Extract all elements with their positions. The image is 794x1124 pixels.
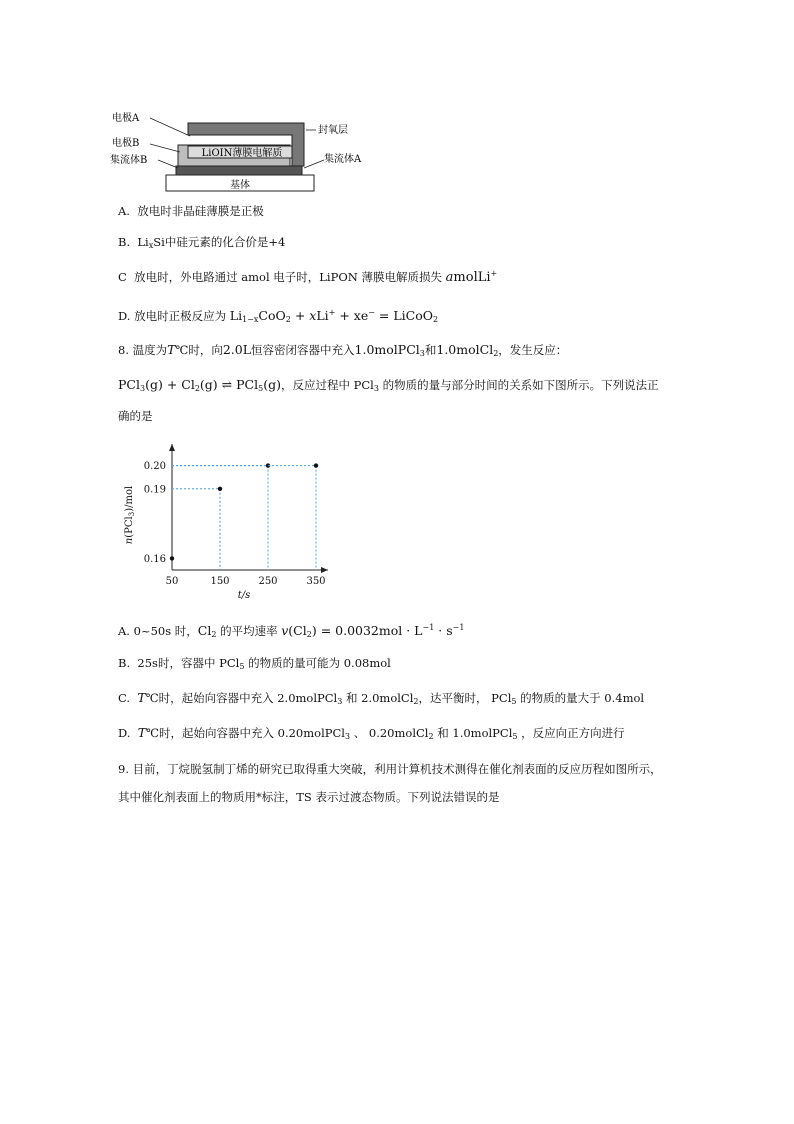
y-tick-label: 0.16: [143, 553, 166, 565]
x-tick-label: 250: [258, 576, 278, 587]
x-axis-label: t/s: [237, 590, 251, 601]
pcl3-time-chart: [118, 436, 340, 606]
x-tick-label: 50: [165, 576, 179, 587]
y-tick-label: 0.19: [143, 484, 166, 496]
x-tick-label: 350: [306, 576, 326, 587]
substrate-label: 基体: [230, 180, 250, 191]
q8-option-b: B. 25s时，容器中 PCl$_5$ 的物质的量可能为 0.08mol: [118, 656, 391, 671]
data-point: [218, 487, 222, 491]
q7-option-d: D. 放电时正极反应为 $Li_{1-x}CoO_2 + xLi^+ + xe^-$ = LiCoO$_2$: [118, 308, 439, 324]
battery-structure-diagram: [110, 108, 370, 198]
q7-option-b: B. $Li_xSi$中硅元素的化合价是+4: [118, 235, 286, 250]
y-axis-arrow: [169, 444, 175, 451]
q8-option-d: D. T℃时，起始向容器中充入 0.20molPCl$_3$ 、 0.20molCl$_2$ 和 1.0molPCl$_5$ ，反应向正方向进行: [118, 725, 625, 741]
x-tick-label: 150: [210, 576, 230, 587]
electrode-a-label: 电极A: [112, 113, 140, 124]
q7-option-c: C 放电时，外电路通过 amol 电子时，LiPON 薄膜电解质损失 amolLi+: [118, 269, 498, 285]
q8-stem-line1: 8. 温度为T℃时，向2.0L恒容密闭容器中充入1.0molPCl$_3$和1.0molCl$_2$，发生反应：: [118, 342, 568, 358]
y-tick-label: 0.20: [143, 461, 166, 473]
q8-option-a: A. 0~50s 时，$Cl_2$ 的平均速率 $v(Cl_2) = 0.0032mol \cdot L^{-1} \cdot s^{-1}$: [118, 623, 465, 639]
y-axis-label: n(PCl$_3$)/mol: [124, 485, 136, 545]
collector-a-label: 集流体A: [324, 154, 362, 165]
q8-option-c: C. T℃时，起始向容器中充入 2.0molPCl$_3$ 和 2.0molCl$_2$，达平衡时， PCl$_5$ 的物质的量大于 0.4mol: [118, 690, 645, 706]
q8-equation-line: $PCl_3(g) + Cl_2(g)$ ⇌ PCl$_5$(g)，反应过程中 PCl$_3$ 的物质的量与部分时间的关系如下图所示。下列说法正: [118, 377, 659, 393]
q9-stem-line1: 9. 目前，丁烷脱氢制丁烯的研究已取得重大突破，利用计算机技术测得在催化剂表面的反应历程如图所示，: [118, 762, 662, 776]
data-point: [314, 463, 318, 467]
data-point: [170, 556, 174, 560]
q8-stem-line3: 确的是: [118, 409, 153, 423]
collector-b-label: 集流体B: [110, 155, 148, 166]
electrolyte-label: LiOIN薄膜电解质: [201, 148, 283, 159]
electrode-b-label: 电极B: [112, 138, 140, 149]
q9-stem-line2: 其中催化剂表面上的物质用*标注，TS 表示过渡态物质。下列说法错误的是: [118, 790, 500, 804]
x-axis-arrow: [321, 567, 328, 573]
sealing-layer-label: 封氧层: [318, 125, 348, 136]
q7-option-a: A. 放电时非晶硅薄膜是正极: [118, 204, 264, 218]
collector-layer: [176, 166, 302, 175]
